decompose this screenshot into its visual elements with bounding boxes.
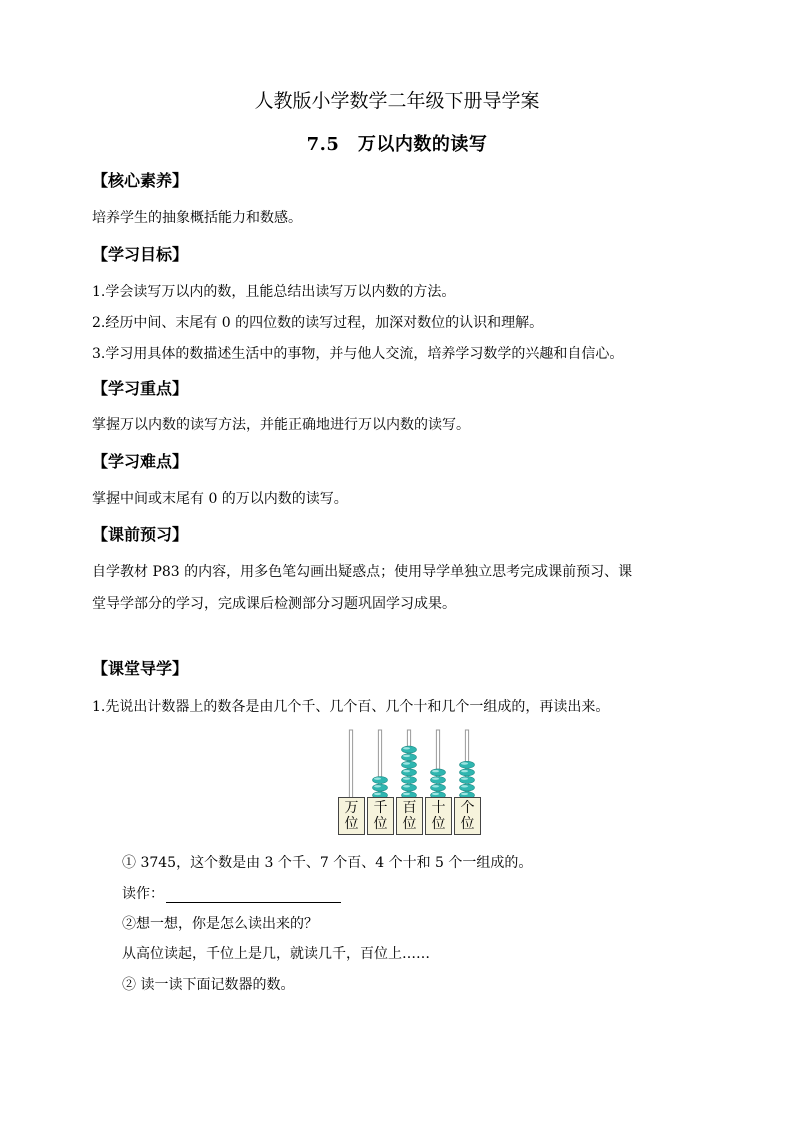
bead-highlight [374,793,381,795]
abacus-bead [460,777,475,784]
bead-highlight [374,785,381,787]
place-label-bottom: 位 [344,816,359,832]
place-value-labels [338,797,483,835]
abacus-bead [431,784,446,791]
abacus-bead [402,746,417,753]
abacus-bead [431,777,446,784]
bead-highlight [403,793,410,795]
place-label-bottom: 位 [373,816,388,832]
example-line: ① 3745，这个数是由 3 个千、7 个百、4 个十和 5 个一组成的。 [122,855,533,871]
place-label-box [396,797,423,835]
document-title: 人教版小学数学二年级下册导学案 [254,90,540,112]
bead-highlight [461,785,468,787]
abacus-bead [431,769,446,776]
bead-highlight [403,778,410,780]
think-prompt: ②想一想，你是怎么读出来的？ [122,916,318,932]
question-1: 1.先说出计数器上的数各是由几个千、几个百、几个十和几个一组成的，再读出来。 [92,699,610,715]
place-label-bottom: 位 [431,816,446,832]
abacus-rod [349,730,352,799]
lesson-title: 7.5 万以内数的读写 [306,134,488,155]
goals-heading: 【学习目标】 [92,245,189,264]
bead-highlight [403,755,410,757]
core-heading: 【核心素养】 [92,171,189,190]
place-label-top: 万 [344,800,359,816]
reading-method: 从高位读起，千位上是几，就读几千，百位上…… [122,946,430,962]
bead-highlight [403,747,410,749]
read-as-label: 读作： [122,886,164,902]
preview-line-1: 自学教材 P83 的内容，用多色笔勾画出疑惑点；使用导学单独立思考完成课前预习、课 [92,564,633,580]
core-text: 培养学生的抽象概括能力和数感。 [92,210,302,226]
abacus-bead [402,777,417,784]
place-label-top: 个 [460,800,475,816]
bead-highlight [432,770,439,772]
bead-highlight [374,778,381,780]
bead-highlight [432,785,439,787]
bead-highlight [403,785,410,787]
key-heading: 【学习重点】 [92,379,189,398]
bead-highlight [432,778,439,780]
place-label-bottom: 位 [460,816,475,832]
abacus-bead [460,769,475,776]
place-label-box [367,797,394,835]
bead-highlight [461,793,468,795]
abacus-bead [373,784,388,791]
key-text: 掌握万以内数的读写方法，并能正确地进行万以内数的读写。 [92,417,470,433]
place-label-box [425,797,452,835]
guide-heading: 【课堂导学】 [92,659,189,678]
bead-highlight [403,770,410,772]
bead-highlight [461,778,468,780]
goal-item-1: 1.学会读写万以内的数，且能总结出读写万以内数的方法。 [92,284,456,300]
abacus-bead [402,754,417,761]
bead-highlight [461,762,468,764]
place-label-box [338,797,365,835]
abacus-bead [373,777,388,784]
bead-highlight [432,793,439,795]
abacus-bead [460,761,475,768]
preview-heading: 【课前预习】 [92,525,189,544]
difficulty-heading: 【学习难点】 [92,452,189,471]
place-label-top: 十 [431,800,446,816]
bead-highlight [461,770,468,772]
read-as-answer-line[interactable] [166,888,341,903]
place-label-box [454,797,481,835]
bead-highlight [403,762,410,764]
place-label-top: 百 [402,800,417,816]
preview-line-2: 堂导学部分的学习，完成课后检测部分习题巩固学习成果。 [92,596,456,612]
abacus-bead [402,784,417,791]
difficulty-text: 掌握中间或末尾有 0 的万以内数的读写。 [92,491,348,507]
read-counter-prompt: ② 读一读下面记数器的数。 [122,977,295,993]
goal-item-2: 2.经历中间、末尾有 0 的四位数的读写过程，加深对数位的认识和理解。 [92,315,544,331]
abacus-bead [402,769,417,776]
read-as-row [122,883,341,903]
place-label-bottom: 位 [402,816,417,832]
abacus-bead [460,784,475,791]
place-label-top: 千 [373,800,388,816]
goal-item-3: 3.学习用具体的数描述生活中的事物，并与他人交流，培养学习数学的兴趣和自信心。 [92,346,624,362]
abacus-bead [402,761,417,768]
